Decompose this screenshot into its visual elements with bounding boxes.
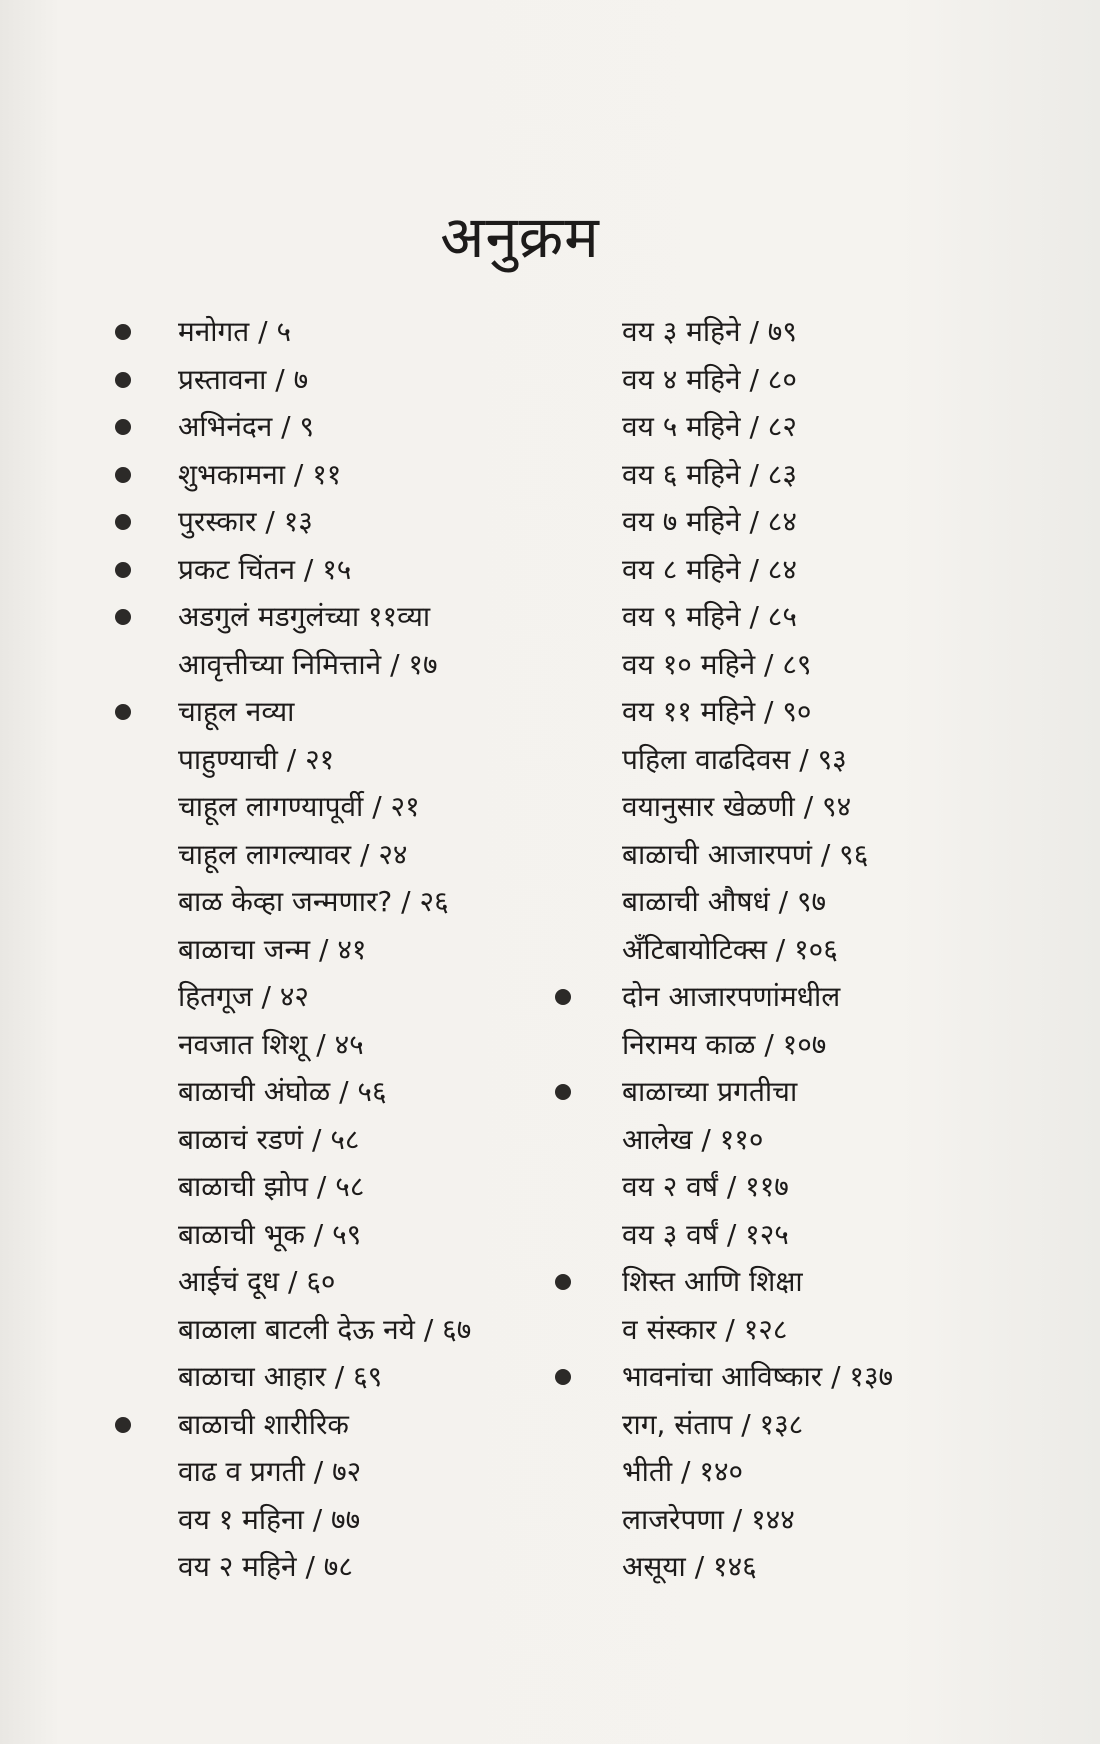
toc-entry bbox=[115, 498, 575, 546]
toc-entry-text: वय २ वर्षं / ११७ bbox=[622, 1170, 789, 1203]
toc-entry bbox=[555, 736, 1015, 784]
toc-entry-text: वय ५ महिने / ८२ bbox=[622, 410, 797, 443]
toc-entry-text: वय १० महिने / ८९ bbox=[622, 647, 812, 681]
toc-entry bbox=[555, 641, 1015, 689]
toc-entry bbox=[555, 1258, 1015, 1306]
toc-entry-text: भीती / १४० bbox=[622, 1455, 744, 1488]
toc-entry bbox=[555, 593, 1015, 641]
toc-entry bbox=[555, 831, 1015, 879]
toc-entry bbox=[115, 1496, 575, 1544]
toc-entry bbox=[115, 831, 575, 879]
toc-entry bbox=[115, 641, 575, 689]
toc-entry-text: चाहूल नव्या bbox=[178, 695, 295, 728]
toc-right-column bbox=[555, 308, 1015, 1591]
toc-entry bbox=[555, 783, 1015, 831]
toc-entry bbox=[115, 1401, 575, 1449]
toc-entry-text: बाळ केव्हा जन्मणार? / २६ bbox=[178, 885, 449, 918]
toc-entry bbox=[555, 878, 1015, 926]
toc-entry-text: अभिनंदन / ९ bbox=[178, 410, 315, 443]
toc-entry-text: वय ४ महिने / ८० bbox=[622, 362, 797, 396]
toc-entry bbox=[555, 451, 1015, 499]
toc-entry-text: व संस्कार / १२८ bbox=[622, 1312, 788, 1346]
bullet-icon bbox=[555, 989, 571, 1005]
toc-entry bbox=[555, 1211, 1015, 1259]
bullet-icon bbox=[115, 372, 131, 388]
toc-entry bbox=[555, 1353, 1015, 1401]
toc-entry-text: वय ८ महिने / ८४ bbox=[622, 552, 797, 586]
toc-entry-text: बाळाचा आहार / ६९ bbox=[178, 1360, 383, 1393]
toc-entry bbox=[555, 1448, 1015, 1496]
toc-entry-text: वय ७ महिने / ८४ bbox=[622, 505, 797, 538]
toc-entry bbox=[555, 1543, 1015, 1591]
toc-entry-text: बाळाची औषधं / ९७ bbox=[622, 885, 827, 918]
toc-entry bbox=[555, 403, 1015, 451]
toc-entry-text: वय ९ महिने / ८५ bbox=[622, 600, 797, 633]
toc-entry bbox=[115, 1448, 575, 1496]
toc-entry bbox=[115, 926, 575, 974]
toc-entry bbox=[555, 1306, 1015, 1354]
toc-entry-text: अडगुलं मडगुलंच्या ११व्या bbox=[178, 600, 431, 633]
toc-entry-text: लाजरेपणा / १४४ bbox=[622, 1502, 795, 1536]
toc-left-column bbox=[115, 308, 575, 1591]
toc-entry bbox=[115, 1543, 575, 1591]
toc-entry-text: असूया / १४६ bbox=[622, 1550, 757, 1583]
toc-entry-text: पहिला वाढदिवस / ९३ bbox=[622, 742, 847, 776]
toc-entry bbox=[555, 308, 1015, 356]
toc-entry-text: बाळाचं रडणं / ५८ bbox=[178, 1122, 360, 1156]
bullet-icon bbox=[115, 324, 131, 340]
toc-entry-text: आलेख / ११० bbox=[622, 1122, 764, 1156]
toc-entry bbox=[555, 1163, 1015, 1211]
toc-entry-text: बाळाची अंघोळ / ५६ bbox=[178, 1075, 387, 1108]
toc-entry-text: दोन आजारपणांमधील bbox=[622, 980, 841, 1013]
toc-entry-text: वय २ महिने / ७८ bbox=[178, 1550, 353, 1583]
toc-entry-text: बाळाच्या प्रगतीचा bbox=[622, 1075, 798, 1108]
toc-entry-text: आवृत्तीच्या निमित्ताने / १७ bbox=[178, 647, 438, 681]
toc-entry bbox=[555, 1496, 1015, 1544]
toc-entry bbox=[555, 1116, 1015, 1164]
toc-entry bbox=[115, 308, 575, 356]
toc-entry bbox=[115, 736, 575, 784]
toc-entry-text: शिस्त आणि शिक्षा bbox=[622, 1265, 803, 1298]
toc-entry bbox=[115, 593, 575, 641]
toc-entry-text: वाढ व प्रगती / ७२ bbox=[178, 1455, 362, 1488]
toc-entry-text: बाळाचा जन्म / ४१ bbox=[178, 932, 367, 966]
bullet-icon bbox=[555, 1369, 571, 1385]
toc-entry bbox=[115, 1163, 575, 1211]
toc-entry bbox=[555, 546, 1015, 594]
toc-entry-text: चाहूल लागल्यावर / २४ bbox=[178, 837, 408, 871]
bullet-icon bbox=[115, 562, 131, 578]
toc-entry-text: भावनांचा आविष्कार / १३७ bbox=[622, 1360, 894, 1393]
bullet-icon bbox=[115, 467, 131, 483]
bullet-icon bbox=[115, 1417, 131, 1433]
bullet-icon bbox=[115, 704, 131, 720]
toc-entry-text: मनोगत / ५ bbox=[178, 315, 292, 348]
bullet-icon bbox=[555, 1274, 571, 1290]
toc-entry-text: अँटिबायोटिक्स / १०६ bbox=[622, 932, 838, 966]
toc-entry-text: बाळाची भूक / ५९ bbox=[178, 1217, 362, 1251]
toc-entry-text: प्रस्तावना / ७ bbox=[178, 362, 309, 396]
toc-entry-text: बाळाला बाटली देऊ नये / ६७ bbox=[178, 1312, 472, 1346]
toc-entry bbox=[115, 1021, 575, 1069]
toc-entry-text: बाळाची आजारपणं / ९६ bbox=[622, 837, 869, 871]
toc-entry-text: वयानुसार खेळणी / ९४ bbox=[622, 790, 852, 823]
toc-entry bbox=[115, 688, 575, 736]
bullet-icon bbox=[115, 609, 131, 625]
toc-entry-text: आईचं दूध / ६० bbox=[178, 1265, 336, 1298]
toc-entry bbox=[115, 1258, 575, 1306]
toc-entry bbox=[115, 1353, 575, 1401]
toc-entry bbox=[555, 1021, 1015, 1069]
bullet-icon bbox=[115, 419, 131, 435]
toc-entry bbox=[115, 878, 575, 926]
toc-entry bbox=[555, 356, 1015, 404]
toc-entry bbox=[555, 1068, 1015, 1116]
toc-entry-text: बाळाची झोप / ५८ bbox=[178, 1170, 365, 1203]
toc-entry bbox=[115, 451, 575, 499]
toc-entry-text: हितगूज / ४२ bbox=[178, 980, 309, 1013]
bullet-icon bbox=[115, 514, 131, 530]
toc-entry-text: पुरस्कार / १३ bbox=[178, 505, 313, 538]
page-title: अनुक्रम bbox=[440, 203, 600, 271]
toc-entry bbox=[555, 688, 1015, 736]
toc-entry bbox=[115, 1116, 575, 1164]
toc-entry-text: राग, संताप / १३८ bbox=[622, 1407, 804, 1441]
toc-entry bbox=[115, 356, 575, 404]
bullet-icon bbox=[555, 1084, 571, 1100]
toc-entry bbox=[555, 1401, 1015, 1449]
toc-entry bbox=[115, 1306, 575, 1354]
toc-entry-text: वय ३ महिने / ७९ bbox=[622, 315, 797, 348]
toc-entry-text: निरामय काळ / १०७ bbox=[622, 1027, 827, 1061]
toc-entry-text: बाळाची शारीरिक bbox=[178, 1407, 349, 1441]
toc-entry-text: वय ११ महिने / ९० bbox=[622, 695, 812, 728]
toc-entry-text: पाहुण्याची / २१ bbox=[178, 742, 335, 776]
toc-entry-text: वय ३ वर्षं / १२५ bbox=[622, 1217, 789, 1251]
toc-entry-text: नवजात शिशू / ४५ bbox=[178, 1027, 364, 1061]
toc-entry-text: शुभकामना / ११ bbox=[178, 457, 342, 491]
toc-entry bbox=[115, 1068, 575, 1116]
toc-entry bbox=[115, 973, 575, 1021]
toc-entry bbox=[115, 546, 575, 594]
toc-entry bbox=[555, 973, 1015, 1021]
toc-entry-text: वय ६ महिने / ८३ bbox=[622, 457, 797, 491]
toc-entry bbox=[115, 403, 575, 451]
toc-entry-text: वय १ महिना / ७७ bbox=[178, 1502, 361, 1536]
toc-entry-text: चाहूल लागण्यापूर्वी / २१ bbox=[178, 790, 420, 823]
toc-entry bbox=[555, 498, 1015, 546]
toc-entry bbox=[555, 926, 1015, 974]
toc-entry bbox=[115, 783, 575, 831]
toc-entry-text: प्रकट चिंतन / १५ bbox=[178, 552, 352, 586]
toc-entry bbox=[115, 1211, 575, 1259]
